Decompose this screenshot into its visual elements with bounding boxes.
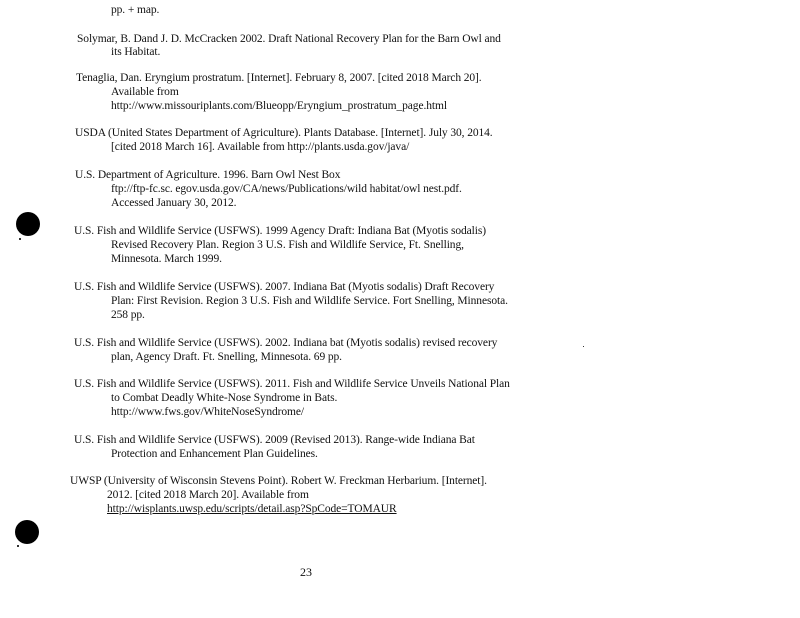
reference-tenaglia-url[interactable]: http://www.missouriplants.com/Blueopp/Eryngium_prostratum_page.html [111,100,447,112]
reference-usfws-1999-line-1: U.S. Fish and Wildlife Service (USFWS). 1999 Agency Draft: Indiana Bat (Myotis sodalis) [74,225,486,237]
scan-speck [583,346,584,347]
reference-uwsp-line-2: 2012. [cited 2018 March 20]. Available from [107,489,309,501]
reference-usda-line-2: [cited 2018 March 16]. Available from http://plants.usda.gov/java/ [111,141,410,153]
reference-usfws-2009-line-1: U.S. Fish and Wildlife Service (USFWS). 2009 (Revised 2013). Range-wide Indiana Bat [74,434,475,446]
reference-usdoa-url[interactable]: ftp://ftp-fc.sc. egov.usda.gov/CA/news/Publications/wild habitat/owl nest.pdf. [111,183,462,195]
reference-tenaglia-line-2: Available from [111,86,179,98]
reference-solymar-line-1: Solymar, B. Dand J. D. McCracken 2002. Draft National Recovery Plan for the Barn Owl and [77,33,501,45]
reference-uwsp-line-1: UWSP (University of Wisconsin Stevens Point). Robert W. Freckman Herbarium. [Internet]. [70,475,487,487]
page-number: 23 [300,565,312,579]
reference-usfws-2002-line-1: U.S. Fish and Wildlife Service (USFWS). 2002. Indiana bat (Myotis sodalis) revised recovery [74,337,498,349]
reference-continuation-line: pp. + map. [111,4,160,16]
scan-speck [19,238,21,240]
reference-usfws-2011-line-2: to Combat Deadly White-Nose Syndrome in Bats. [111,392,338,404]
punch-hole-upper [16,212,40,236]
reference-usfws-1999-line-3: Minnesota. March 1999. [111,253,222,265]
reference-solymar-line-2: its Habitat. [111,46,161,58]
reference-usdoa-line-1: U.S. Department of Agriculture. 1996. Barn Owl Nest Box [75,169,341,181]
punch-hole-lower [15,520,39,544]
reference-usdoa-line-3: Accessed January 30, 2012. [111,197,237,209]
reference-tenaglia-line-1: Tenaglia, Dan. Eryngium prostratum. [Internet]. February 8, 2007. [cited 2018 March 20]. [76,72,482,84]
scan-speck [17,545,19,547]
reference-uwsp-url-link[interactable]: http://wisplants.uwsp.edu/scripts/detail.asp?SpCode=TOMAUR [107,503,397,515]
reference-usfws-2007-line-2: Plan: First Revision. Region 3 U.S. Fish and Wildlife Service. Fort Snelling, Minnesota. [111,295,508,307]
reference-usfws-2007-line-1: U.S. Fish and Wildlife Service (USFWS). 2007. Indiana Bat (Myotis sodalis) Draft Recovery [74,281,495,293]
reference-usfws-2011-line-1: U.S. Fish and Wildlife Service (USFWS). 2011. Fish and Wildlife Service Unveils National Plan [74,378,510,390]
reference-usfws-2011-url[interactable]: http://www.fws.gov/WhiteNoseSyndrome/ [111,406,304,418]
reference-usda-line-1: USDA (United States Department of Agriculture). Plants Database. [Internet]. July 30, 2014. [75,127,493,139]
reference-usfws-2002-line-2: plan, Agency Draft. Ft. Snelling, Minnesota. 69 pp. [111,351,342,363]
reference-usfws-2009-line-2: Protection and Enhancement Plan Guidelines. [111,448,318,460]
reference-usfws-1999-line-2: Revised Recovery Plan. Region 3 U.S. Fish and Wildlife Service, Ft. Snelling, [111,239,464,251]
reference-usfws-2007-line-3: 258 pp. [111,309,145,321]
